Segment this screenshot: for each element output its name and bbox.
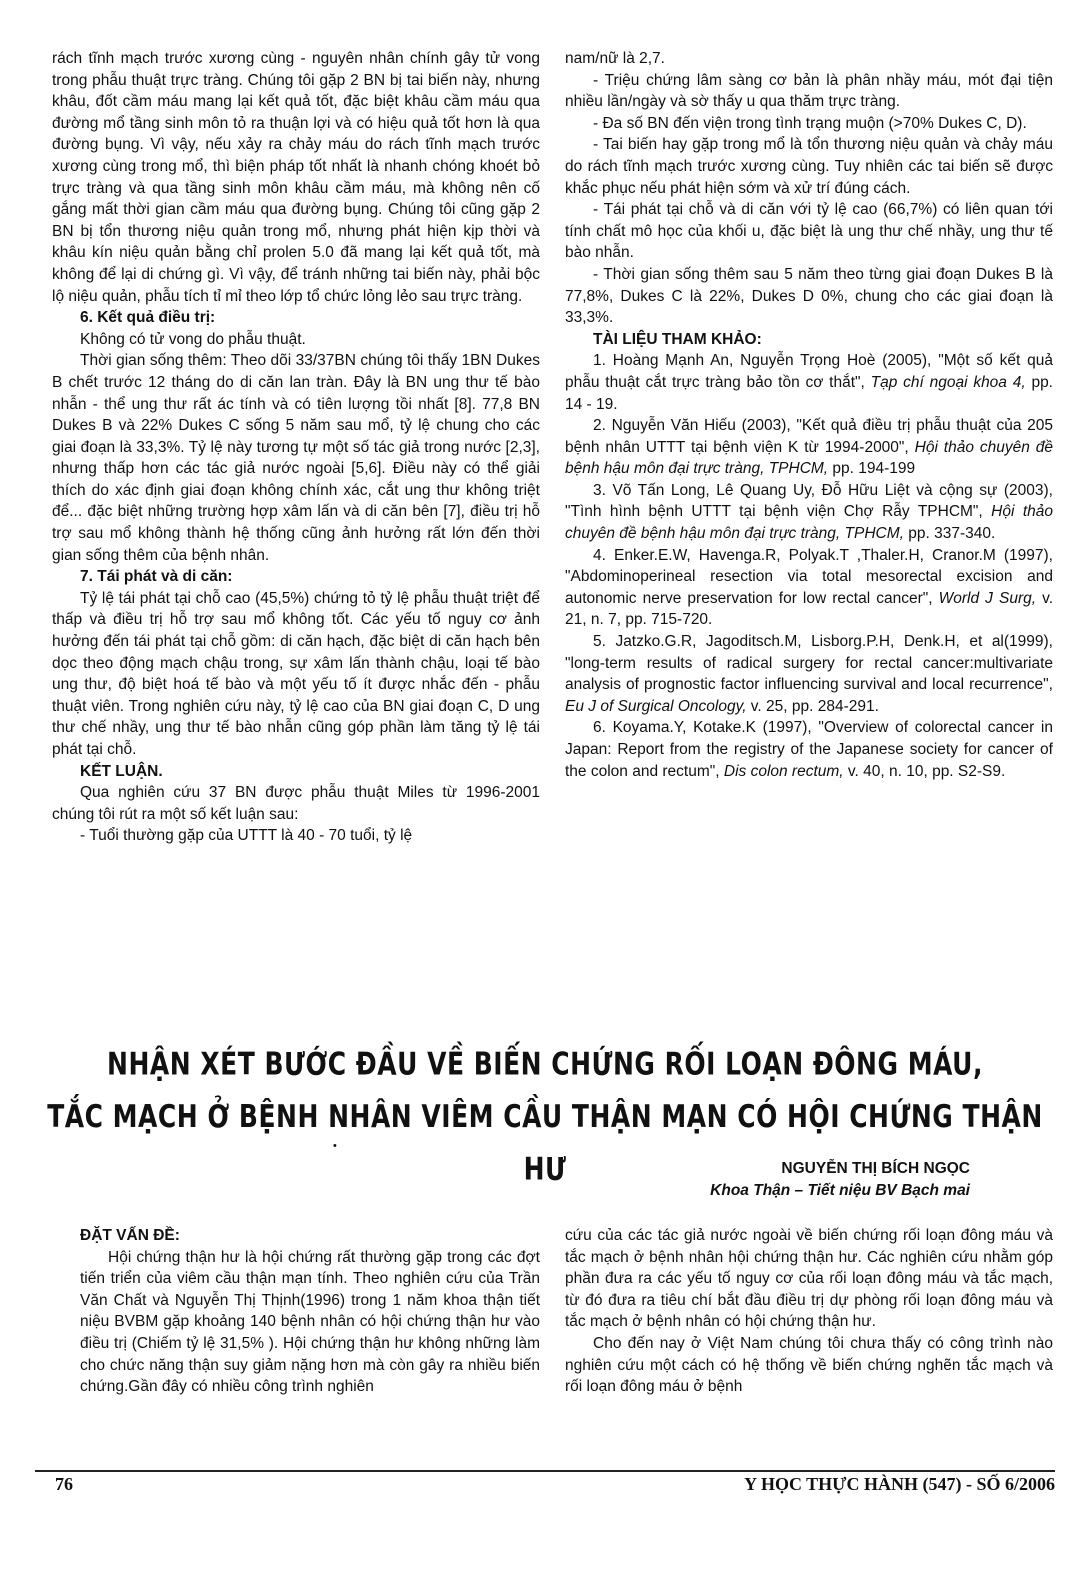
reference-pages: v. 21, n. 7, pp. 715-720. (565, 589, 1054, 629)
reference-source: Hội thảo chuyên đề bệnh hậu môn đại trực tràng, TPHCM, (565, 438, 1053, 478)
reference-pages: pp. 337-340. (903, 525, 996, 543)
reference-text: 3. Võ Tấn Long, Lê Quang Uy, Đỗ Hữu Liệt và cộng sự (2003), "Tình hình bệnh UTTT tại bệnh viện Chợ Rẫy TPHCM", (565, 481, 1053, 521)
footer-divider (35, 1470, 1055, 1472)
reference-text: 1. Hoàng Mạnh An, Nguyễn Trọng Hoè (2005), "Một số kết quả phẫu thuật cắt trực tràng bảo tồn cơ thắt", (565, 352, 1053, 391)
article-left-column (80, 1225, 540, 1398)
bullet-mark: • (333, 1140, 337, 1152)
reference-source: Eu J of Surgical Oncology, (565, 697, 747, 715)
author-name: NGUYỄN THỊ BÍCH NGỌC (781, 1160, 970, 1177)
paragraph: - Tái phát tại chỗ và di căn với tỷ lệ cao (66,7%) có liên quan tới tính chất mô học của khối u, đặc biệt là ung thư chế nhầy, ung thư tế bào nhẫn. (565, 201, 1053, 262)
paragraph: - Tuổi thường gặp của UTTT là 40 - 70 tuổi, tỷ lệ (80, 827, 413, 845)
paragraph: - Tai biến hay gặp trong mổ là tổn thương niệu quản và chảy máu do rách tĩnh mạch trước xương cùng. Tuy nhiên các tai biến sẽ được khắc phục nếu phát hiện sớm và xử trí đúng cách. (565, 136, 1053, 197)
paragraph: rách tĩnh mạch trước xương cùng - nguyên nhân chính gây tử vong trong phẫu thuật trực tràng. Chúng tôi gặp 2 BN bị tai biến này, nhưng khâu, đốt cầm máu mang lại kết quả tốt, đặc biệt khâu cầm máu qua đường mổ tầng sinh môn tỏ ra thuận lợi và có hiệu quả tốt hơn là qua đường bụng. Vì vậy, nếu xảy ra chảy máu do rách tĩnh mạch trước xương cùng trong mổ, thì biện pháp tốt nhất là nhanh chóng khoét bỏ trực tràng và qua tầng sinh môn khâu cầm máu, mà không nên cố gắng mất thời gian cầm máu qua đường bụng. Chúng tôi cũng gặp 2 BN bị tổn thương niệu quản trong mổ, nhưng phát hiện kịp thời và khâu kín niệu quản bằng chỉ prolen 5.0 đã mang lại kết quả tốt, mà không để lại di chứng gì. Vì vậy, để tránh những tai biến này, phải bộc lộ niệu quản, phẫu tích tỉ mỉ theo lớp tổ chức lỏng lẻo sau trực tràng. (52, 50, 540, 305)
reference-list (565, 350, 1053, 782)
paragraph: Hội chứng thận hư là hội chứng rất thường gặp trong các đợt tiến triển của viêm cầu thận mạn tính. Theo nghiên cứu của Trần Văn Chất và Nguyễn Thị Thịnh(1996) trong 1 năm khoa thận tiết niệu BVBM gặp khoảng 140 bệnh nhân có hội chứng thận hư vào điều trị (Chiếm tỷ lệ 31,5% ). Hội chứng thận hư không những làm cho chức năng thận suy giảm nặng hơn mà còn gây ra nhiều biến chứng.Gần đây có nhiều công trình nghiên (80, 1248, 540, 1396)
reference-source: Dis colon rectum, (723, 762, 844, 780)
paragraph: Tỷ lệ tái phát tại chỗ cao (45,5%) chứng tỏ tỷ lệ phẫu thuật triệt để thấp và điều trị hỗ trợ sau mổ không tốt. Các yếu tố nguy cơ ảnh hưởng đến tái phát tại chỗ gồm: di căn hạch, đặc biệt di căn hạch bên dọc theo động mạch chậu trong, sự xâm lấn thành chậu, loại tế bào ung thư, độ biệt hoá tế bào và một yếu tố ít được nhắc đến - phẫu thuật viên. Trong nghiên cứu này, tỷ lệ cao của BN giai đoạn C, D ung thư chế nhầy, ung thư tế bào nhẫn cũng góp phần làm tăng tỷ lệ tái phát tại chỗ. (52, 589, 540, 758)
reference-source: Hội thảo chuyên đề bệnh hậu môn đại trực tràng, TPHCM, (565, 503, 1054, 543)
article-title-line: TẮC MẠCH Ở BỆNH NHÂN VIÊM CẦU THẬN MẠN CÓ HỘI CHỨNG THẬN HƯ (47, 1098, 1043, 1187)
section-heading-conclusion: KẾT LUẬN. (80, 762, 163, 780)
reference-pages: pp. 194-199 (828, 460, 916, 478)
section-heading-treatment-results: 6. Kết quả điều trị: (80, 309, 216, 327)
author-block (560, 1158, 970, 1202)
paragraph: - Triệu chứng lâm sàng cơ bản là phân nhầy máu, mót đại tiện nhiều lần/ngày và sờ thấy u qua thăm trực tràng. (565, 71, 1053, 111)
paragraph: Qua nghiên cứu 37 BN được phẫu thuật Miles từ 1996-2001 chúng tôi rút ra một số kết luận sau: (52, 784, 540, 823)
paragraph: - Thời gian sống thêm sau 5 năm theo từng giai đoạn Dukes B là 77,8%, Dukes C là 22%, Dukes D 0%, chung cho các giai đoạn là 33,3%. (565, 265, 1053, 327)
section-heading-introduction: ĐẶT VẤN ĐỀ: (80, 1227, 180, 1244)
reference-source: Tạp chí ngoại khoa 4, (870, 373, 1026, 391)
reference-item (565, 480, 1053, 545)
page-number: 76 (55, 1474, 73, 1494)
paragraph: cứu của các tác giả nước ngoài về biến chứng rối loạn đông máu và tắc mạch ở bệnh nhân hội chứng thận hư. Các nghiên cứu nhằm góp phần đưa ra các yếu tố nguy cơ của rối loạn đông máu và tắc mạch, từ đó đưa ra tiêu chí bắt đầu điều trị dự phòng rối loạn đông máu và tắc mạch ở bệnh nhân có hội chứng thận hư. (565, 1227, 1053, 1331)
reference-text: 2. Nguyễn Văn Hiếu (2003), "Kết quả điều trị phẫu thuật của 205 bệnh nhân UTTT tại bệnh viện K từ 1994-2000", (565, 417, 1053, 456)
reference-pages: v. 40, n. 10, pp. S2-S9. (843, 762, 1006, 780)
article-right-column (565, 1225, 1053, 1398)
paragraph: nam/nữ là 2,7. (565, 50, 665, 67)
reference-text: 4. Enker.E.W, Havenga.R, Polyak.T ,Thaler.H, Cranor.M (1997), "Abdominoperineal resection via total mesorectal excision and autonomic nerve preservation for low rectal cancer", (565, 546, 1053, 607)
references-heading: TÀI LIỆU THAM KHẢO: (593, 330, 762, 348)
article-title-line: NHẬN XÉT BƯỚC ĐẦU VỀ BIẾN CHỨNG RỐI LOẠN ĐÔNG MÁU, (107, 1045, 983, 1082)
journal-info: Y HỌC THỰC HÀNH (547) - SỐ 6/2006 (744, 1474, 1055, 1494)
paragraph: - Đa số BN đến viện trong tình trạng muộn (>70% Dukes C, D). (593, 114, 1027, 132)
paragraph: Cho đến nay ở Việt Nam chúng tôi chưa thấy có công trình nào nghiên cứu một cách có hệ thống về biến chứng nghẽn tắc mạch và rối loạn đông máu ở bệnh (565, 1334, 1053, 1396)
reference-item (565, 717, 1053, 782)
reference-source: World J Surg, (938, 589, 1037, 607)
paragraph: Không có tử vong do phẫu thuật. (80, 330, 306, 348)
right-column (565, 48, 1053, 782)
reference-pages: pp. 14 - 19. (565, 373, 1053, 413)
left-column (52, 48, 540, 847)
reference-item (565, 545, 1053, 631)
reference-item (565, 415, 1053, 480)
reference-item (565, 350, 1053, 415)
author-affiliation: Khoa Thận – Tiết niệu BV Bạch mai (710, 1182, 970, 1199)
reference-pages: v. 25, pp. 284-291. (746, 697, 879, 715)
reference-item (565, 631, 1053, 717)
reference-text: 5. Jatzko.G.R, Jagoditsch.M, Lisborg.P.H, Denk.H, et al(1999), "long-term results of radical surgery for rectal cancer:multivariate analysis of prognostic factor influencing survival and local recurrence", (565, 633, 1053, 694)
reference-text: 6. Koyama.Y, Kotake.K (1997), "Overview of colorectal cancer in Japan: Report from the registry of the Japanese society for cancer of the colon and rectum", (565, 719, 1053, 780)
paragraph: Thời gian sống thêm: Theo dõi 33/37BN chúng tôi thấy 1BN Dukes B chết trước 12 tháng do di căn lan tràn. Đây là BN ung thư tế bào nhẫn - thể ung thư rất ác tính và có tiên lượng tồi nhất [8]. 77,8 BN Dukes B và 22% Dukes C sống 5 năm sau mổ, tỷ lệ chung cho các giai đoạn là 33,3%. Tỷ lệ này tương tự một số tác giả trong nước [2,3], nhưng thấp hơn các tác giả nước ngoài [5,6]. Điều này có thể giải thích do xác định giai đoạn không chính xác, cắt ung thư không triệt để... đặc biệt những trường hợp xâm lấn và di căn bên [7], điều trị hỗ trợ sau mổ không thành hệ thống cũng ảnh hưởng rất lớn đến thời gian sống thêm của bệnh nhân. (52, 352, 540, 564)
section-heading-recurrence: 7. Tái phát và di căn: (80, 568, 233, 586)
